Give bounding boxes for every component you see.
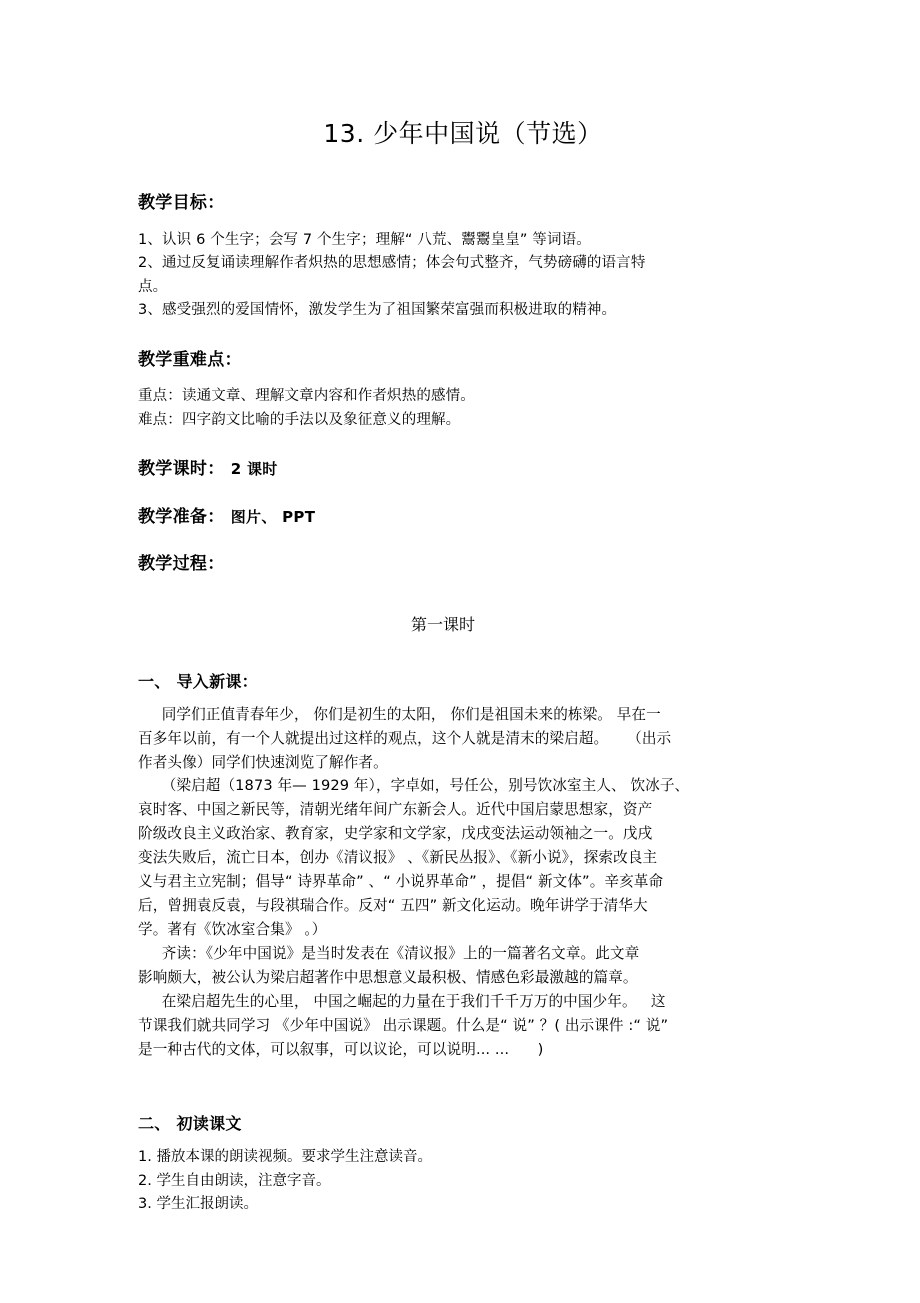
preparation-label: 教学准备： <box>138 506 225 527</box>
list-item: 3. 学生汇报朗读。 <box>138 1196 258 1213</box>
paragraph-line: 哀时客、中国之新民等，清朝光绪年间广东新会人。近代中国启蒙思想家，资产 <box>138 801 653 819</box>
objective-line: 1、认识 6 个生字；会写 7 个生字；理解“ 八荒、鬻鬻皇皇” 等词语。 <box>138 231 591 248</box>
class-hours-label: 教学课时： <box>138 459 225 480</box>
biography-paragraph <box>138 774 788 941</box>
paragraph-line: 作者头像）同学们快速浏览了解作者。 <box>138 753 388 771</box>
key-point-line: 重点：读通文章、理解文章内容和作者炽热的感情。 <box>138 388 475 405</box>
paragraph-line: 后，曾拥袁反袁，与段祺瑞合作。反对“ 五四” 新文化运动。晚年讲学于清华大 <box>138 897 648 915</box>
difficulty-point-line: 难点：四字韵文比喻的手法以及象征意义的理解。 <box>138 411 461 428</box>
objective-line: 点。 <box>138 278 168 295</box>
paragraph-line: 齐读：《少年中国说》是当时发表在《清议报》上的一篇著名文章。此文章 <box>138 944 640 962</box>
list-item: 1. 播放本课的朗读视频。要求学生注意读音。 <box>138 1149 432 1166</box>
paragraph-line: 百多年以前，有一个人就提出过这样的观点，这个人就是清末的梁启超。 （出示 <box>138 729 672 747</box>
paragraph-line: 同学们正值青春年少， 你们是初生的太阳， 你们是祖国未来的栋梁。 早在一 <box>138 705 661 723</box>
page-title: 13. 少年中国说（节选） <box>323 119 603 148</box>
paragraph-line: 节课我们就共同学习 《少年中国说》 出示课题。什么是“ 说” ？( 出示课件 :“ 说” <box>138 1016 669 1034</box>
paragraph-line: 阶级改良主义政治家、教育家，史学家和文学家，戊戌变法运动领袖之一。戊戌 <box>138 825 653 843</box>
section-two-heading: 二、 初读课文 <box>138 1114 242 1134</box>
key-difficulty-body <box>138 385 788 432</box>
document-content <box>138 0 788 1217</box>
read-aloud-paragraph <box>138 942 788 990</box>
paragraph-line: 变法失败后，流亡日本，创办《清议报》 、《新民丛报》、《新小说》，探索改良主 <box>138 849 658 867</box>
key-difficulty-heading: 教学重难点： <box>138 349 242 370</box>
preparation-row <box>138 505 788 531</box>
preparation-value: 图片、 PPT <box>230 507 316 526</box>
section-one-heading: 一、 导入新课： <box>138 671 258 691</box>
intro-paragraph <box>138 703 788 775</box>
paragraph-line: 影响颇大，被公认为梁启超著作中思想意义最积极、情感色彩最激越的篇章。 <box>138 968 638 986</box>
list-item: 2. 学生自由朗读，注意字音。 <box>138 1172 331 1189</box>
paragraph-line: 义与君主立宪制；倡导“ 诗界革命” 、“ 小说界革命” ，提倡“ 新文体”。辛亥革命 <box>138 873 664 891</box>
objective-line: 3、感受强烈的爱国情怀，激发学生为了祖国繁荣富强而积极进取的精神。 <box>138 302 617 319</box>
paragraph-line: 学。著有《饮冰室合集》 。） <box>138 920 327 938</box>
teaching-objectives-heading: 教学目标： <box>138 193 225 214</box>
paragraph-line: （梁启超（1873 年— 1929 年），字卓如，号任公，别号饮冰室主人、 饮冰子、 <box>138 777 690 795</box>
teaching-process-heading: 教学过程： <box>138 554 225 575</box>
paragraph-line: 是一种古代的文体，可以叙事，可以议论，可以说明... ... ) <box>138 1040 544 1058</box>
class-hours-row <box>138 457 788 483</box>
section-two-items <box>138 1146 788 1216</box>
lesson-one-heading: 第一课时 <box>410 614 475 634</box>
closing-paragraph <box>138 990 788 1062</box>
objective-line: 2、通过反复诵读理解作者炽热的思想感情；体会句式整齐，气势磅礴的语言特 <box>138 255 646 272</box>
paragraph-line: 在梁启超先生的心里， 中国之崛起的力量在于我们千千万万的中国少年。 这 <box>138 992 666 1010</box>
teaching-objectives-body <box>138 229 788 323</box>
class-hours-value: 2 课时 <box>230 460 278 479</box>
